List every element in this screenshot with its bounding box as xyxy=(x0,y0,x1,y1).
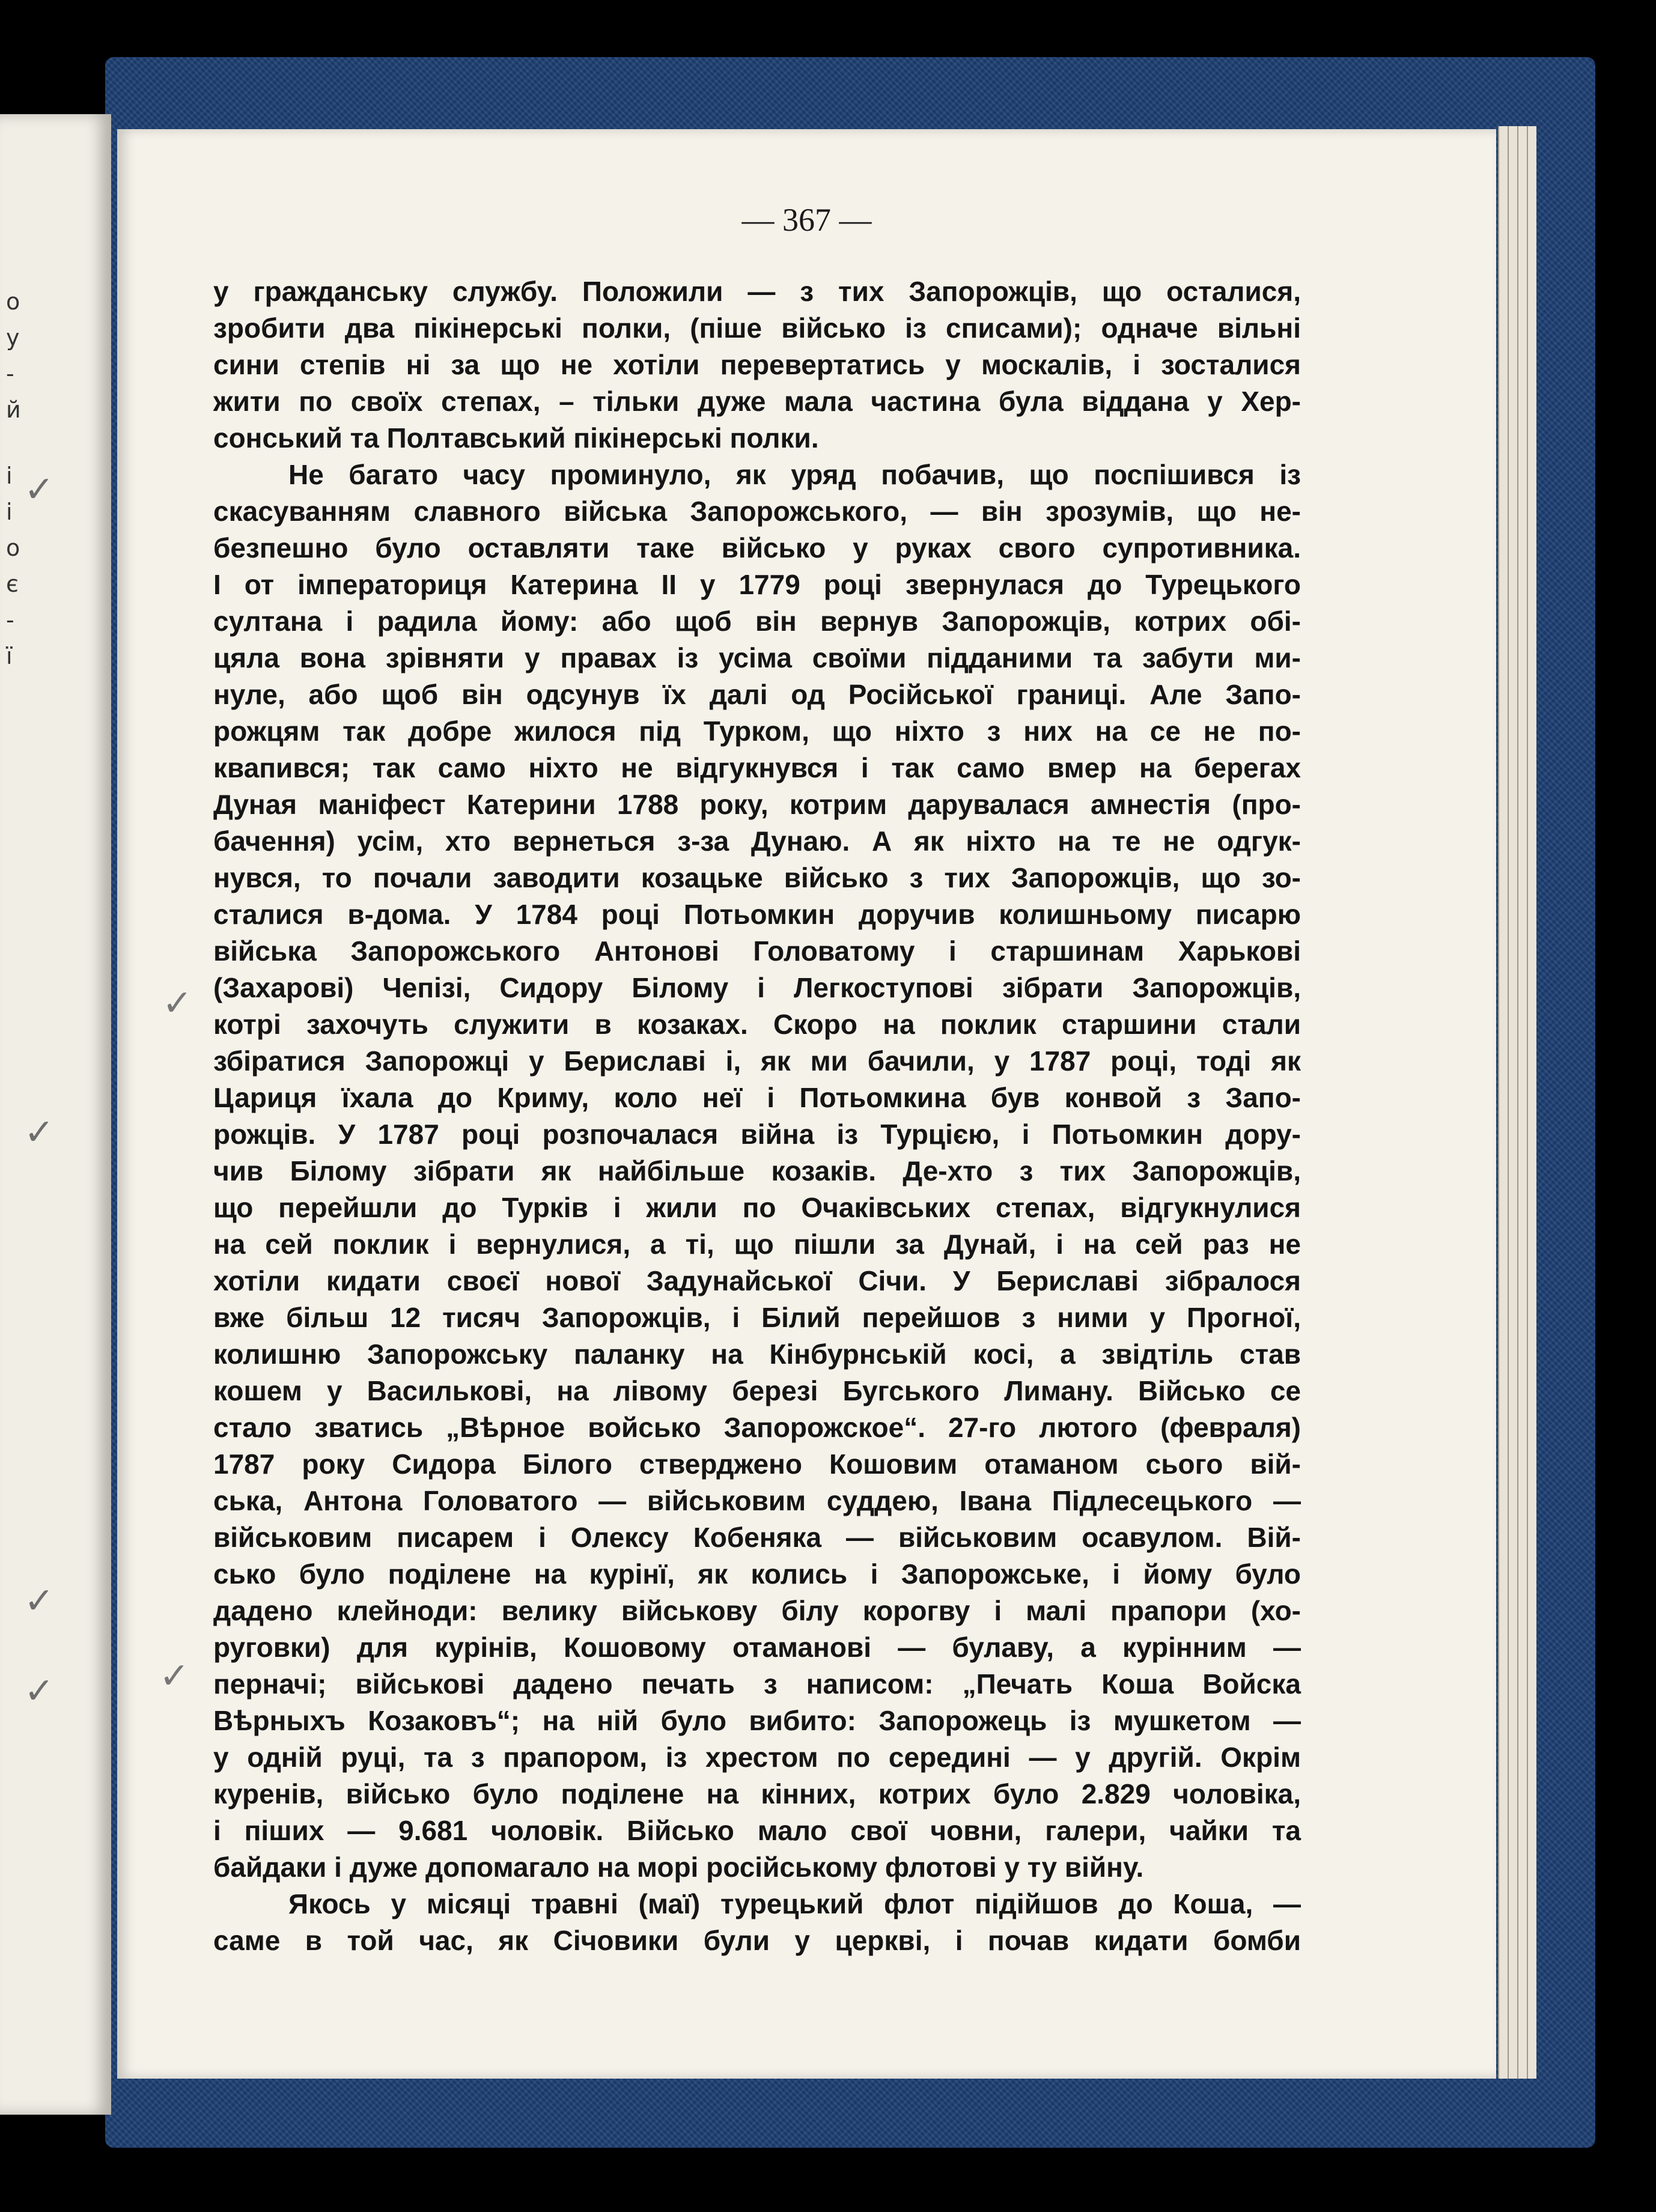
page-edge xyxy=(1498,126,1508,2079)
text-line: І от імператориця Катерина ІІ у 1779 році звернулася до Турецького xyxy=(213,569,1301,600)
text-line: руговки) для курінів, Кошовому отаманові — булаву, а курінним — xyxy=(213,1632,1301,1663)
book-page xyxy=(117,129,1496,2079)
text-line: куренів, військо було поділене на кінних, котрих було 2.829 чоловіка, xyxy=(213,1778,1301,1809)
text-line: скасуванням славного війська Запорожського, — він зрозумів, що не- xyxy=(213,496,1301,527)
text-line: султана і радила йому: або щоб він вернув Запорожців, котрих обі- xyxy=(213,606,1301,637)
text-line: зробити два пікінерські полки, (піше військо із списами); одначе вільні xyxy=(213,312,1301,344)
left-mark: є xyxy=(6,571,19,597)
text-line: вже більш 12 тисяч Запорожців, і Білий перейшов з ними у Прогної, xyxy=(213,1302,1301,1333)
text-line: бачення) усім, хто вернеться з-за Дунаю. А як ніхто на те не одгук- xyxy=(213,825,1301,857)
text-line: Цариця їхала до Криму, коло неї і Потьомкина був конвой з Запо- xyxy=(213,1082,1301,1113)
text-line: цяла вона зрівняти у правах із усіма своїми підданими та забути ми- xyxy=(213,642,1301,673)
text-line: і піших — 9.681 чоловік. Військо мало свої човни, галери, чайки та xyxy=(213,1815,1301,1846)
checkmark-icon: ✓ xyxy=(24,469,55,511)
left-mark: і xyxy=(6,463,13,489)
text-line: що перейшли до Турків і жили по Очаківських степах, відгукнулися xyxy=(213,1192,1301,1223)
text-line: чив Білому зібрати як найбільше козаків. Де-хто з тих Запорожців, xyxy=(213,1155,1301,1187)
text-line: стало зватись „Вѣрное войсько Запорожское“. 27-го лютого (февраля) xyxy=(213,1412,1301,1443)
text-line: безпешно було оставляти таке військо у руках свого супротивника. xyxy=(213,532,1301,564)
left-mark: о xyxy=(6,535,20,561)
page-edge xyxy=(1508,126,1517,2079)
text-line: нуле, або щоб він одсунув їх далі од Російської границі. Але Запо- xyxy=(213,679,1301,710)
text-line: байдаки і дуже допомагало на морі російському флотові у ту війну. xyxy=(213,1852,1144,1883)
text-line: на сей поклик і вернулися, а ті, що пішли за Дунай, і на сей раз не xyxy=(213,1229,1301,1260)
text-line: кошем у Васильковi, на лівому березі Бугського Лиману. Військо се xyxy=(213,1375,1301,1406)
text-line: рожців. У 1787 році розпочалася війна із Турцією, і Потьомкин дору- xyxy=(213,1119,1301,1150)
text-line: збіратися Запорожці у Бериславі і, як ми бачили, у 1787 році, тоді як xyxy=(213,1045,1301,1077)
text-line: у гражданську службу. Положили — з тих Запорожців, що осталися, xyxy=(213,276,1301,307)
page-edge xyxy=(1517,126,1527,2079)
margin-pencil-mark: ✓ xyxy=(159,1655,190,1697)
text-line: війська Запорожського Антонові Головатому і старшинам Харькові xyxy=(213,935,1301,967)
left-mark: й xyxy=(6,397,21,423)
left-mark: у xyxy=(6,324,20,351)
text-line: ська, Антона Головатого — військовим суддею, Івана Підлесецького — xyxy=(213,1485,1301,1516)
paragraph-start-line: Не багато часу проминуло, як уряд побачив, що поспішився із xyxy=(288,459,1301,490)
text-line: Вѣрныхъ Козаковъ“; на ній було вибито: Запорожець із мушкетом — xyxy=(213,1705,1301,1736)
checkmark-icon: ✓ xyxy=(24,1111,55,1153)
left-mark: о xyxy=(6,288,20,315)
left-mark: і xyxy=(6,499,13,525)
text-line: 1787 року Сидора Білого стверджено Кошовим отаманом сього вій- xyxy=(213,1448,1301,1480)
checkmark-icon: ✓ xyxy=(24,1580,55,1622)
checkmark-icon: ✓ xyxy=(24,1670,55,1712)
left-mark: - xyxy=(6,360,14,387)
text-line: нувся, то почали заводити козацьке військо з тих Запорожців, що зо- xyxy=(213,862,1301,893)
text-line: колишню Запорожську паланку на Кінбурнській косі, а звідтіль став xyxy=(213,1338,1301,1370)
text-line: перначі; військові дадено печать з написом: „Печать Коша Войска xyxy=(213,1668,1301,1700)
text-line: квапився; так само ніхто не відгукнувся і так само вмер на берегах xyxy=(213,752,1301,783)
text-line: (Захарові) Чепізі, Сидору Білому і Легкоступові зібрати Запорожців, xyxy=(213,972,1301,1003)
previous-page xyxy=(0,114,111,2115)
left-mark: - xyxy=(6,607,14,633)
text-line: сини степів ні за що не хотіли перевертатись у москалів, і зосталися xyxy=(213,349,1301,380)
text-line: дадено клейноди: велику військову білу корогву і малі прапори (хо- xyxy=(213,1595,1301,1626)
left-mark: ї xyxy=(6,643,13,669)
paragraph-start-line: Якось у місяці травні (маї) турецький флот підійшов до Коша, — xyxy=(288,1888,1301,1919)
text-line: Дуная маніфест Катерини 1788 року, котрим дарувалася амнестія (про- xyxy=(213,789,1301,820)
page-number: — 367 — xyxy=(741,202,872,238)
text-line: військовим писарем і Олексу Кобеняка — військовим осавулом. Вій- xyxy=(213,1522,1301,1553)
margin-pencil-mark: ✓ xyxy=(162,982,193,1024)
text-line: хотіли кидати своєї нової Задунайської Січи. У Бериславі зібралося xyxy=(213,1265,1301,1296)
text-line: жити по своїх степах, – тільки дуже мала частина була віддана у Хер- xyxy=(213,386,1301,417)
text-line: сько було поділене на курінї, як колись і Запорожське, і йому було xyxy=(213,1558,1301,1590)
text-line: у одній руці, та з прапором, із хрестом по середині — у другій. Окрім xyxy=(213,1742,1301,1773)
text-line: саме в той час, як Січовики були у церкві, і почав кидати бомби xyxy=(213,1925,1301,1956)
text-line: котрі захочуть служити в козаках. Скоро на поклик старшини стали xyxy=(213,1009,1301,1040)
text-line: сталися в-дома. У 1784 році Потьомкин доручив колишньому писарю xyxy=(213,899,1301,930)
text-line: сонський та Полтавський пікінерські полки. xyxy=(213,422,819,454)
body-text xyxy=(213,273,1301,1959)
previous-page-marks xyxy=(0,114,111,2115)
text-line: рожцям так добре жилося під Турком, що ніхто з них на се не по- xyxy=(213,716,1301,747)
page-edge xyxy=(1527,126,1536,2079)
